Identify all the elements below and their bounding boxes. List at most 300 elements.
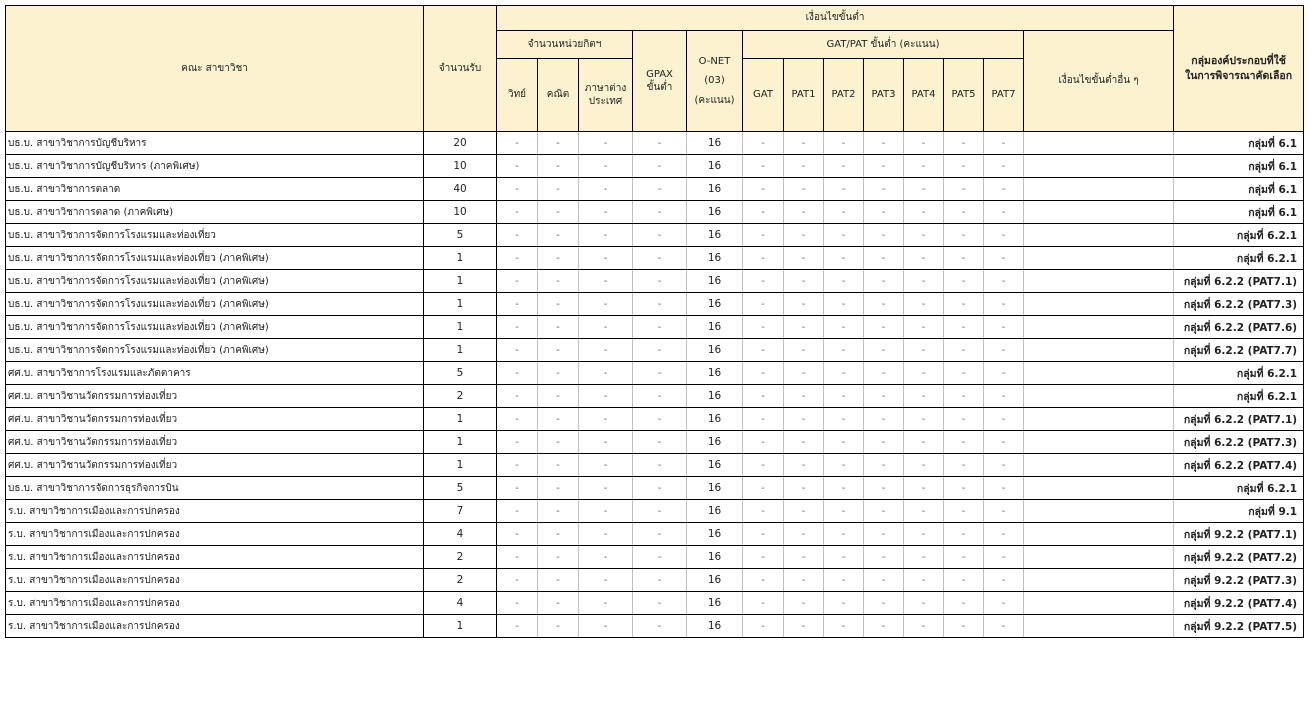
pat2-cell: - — [824, 431, 864, 454]
other-conditions-cell — [1024, 362, 1174, 385]
table-row — [6, 178, 1304, 201]
table-row — [6, 362, 1304, 385]
pat3-cell: - — [864, 408, 904, 431]
pat5-cell: - — [944, 592, 984, 615]
table-row — [6, 523, 1304, 546]
onet-cell: 16 — [687, 592, 743, 615]
gat-cell: - — [743, 224, 784, 247]
pat1-cell: - — [784, 178, 824, 201]
foreign-language-cell: - — [579, 155, 633, 178]
pat2-cell: - — [824, 592, 864, 615]
quota-cell: 10 — [424, 201, 497, 224]
pat1-cell: - — [784, 477, 824, 500]
science-cell: - — [497, 500, 538, 523]
foreign-language-cell: - — [579, 132, 633, 155]
header-pat1: PAT1 — [784, 59, 824, 132]
pat1-cell: - — [784, 408, 824, 431]
gpax-cell: - — [633, 247, 687, 270]
quota-cell: 2 — [424, 385, 497, 408]
header-onet-line1: O-NET — [698, 55, 731, 67]
science-cell: - — [497, 247, 538, 270]
header-pat7: PAT7 — [984, 59, 1024, 132]
pat4-cell: - — [904, 316, 944, 339]
pat5-cell: - — [944, 247, 984, 270]
table-row — [6, 270, 1304, 293]
pat4-cell: - — [904, 362, 944, 385]
table-row — [6, 155, 1304, 178]
onet-cell: 16 — [687, 201, 743, 224]
foreign-language-cell: - — [579, 270, 633, 293]
pat3-cell: - — [864, 132, 904, 155]
onet-cell: 16 — [687, 132, 743, 155]
pat5-cell: - — [944, 155, 984, 178]
table-body — [6, 132, 1304, 638]
header-pat4: PAT4 — [904, 59, 944, 132]
table-row — [6, 592, 1304, 615]
other-conditions-cell — [1024, 270, 1174, 293]
quota-cell: 1 — [424, 615, 497, 638]
foreign-language-cell: - — [579, 362, 633, 385]
pat1-cell: - — [784, 247, 824, 270]
pat7-cell: - — [984, 247, 1024, 270]
math-cell: - — [538, 224, 579, 247]
pat4-cell: - — [904, 408, 944, 431]
pat4-cell: - — [904, 454, 944, 477]
other-conditions-cell — [1024, 385, 1174, 408]
quota-cell: 4 — [424, 592, 497, 615]
pat7-cell: - — [984, 224, 1024, 247]
gat-cell: - — [743, 270, 784, 293]
gpax-cell: - — [633, 293, 687, 316]
pat2-cell: - — [824, 339, 864, 362]
pat1-cell: - — [784, 546, 824, 569]
gat-cell: - — [743, 431, 784, 454]
pat3-cell: - — [864, 155, 904, 178]
table-row — [6, 293, 1304, 316]
pat5-cell: - — [944, 178, 984, 201]
onet-cell: 16 — [687, 615, 743, 638]
onet-cell: 16 — [687, 178, 743, 201]
header-science: วิทย์ — [497, 59, 538, 132]
foreign-language-cell: - — [579, 500, 633, 523]
pat4-cell: - — [904, 293, 944, 316]
pat4-cell: - — [904, 155, 944, 178]
pat4-cell: - — [904, 270, 944, 293]
science-cell: - — [497, 408, 538, 431]
pat7-cell: - — [984, 546, 1024, 569]
program-cell: ร.บ. สาขาวิชาการเมืองและการปกครอง — [6, 569, 424, 592]
pat7-cell: - — [984, 615, 1024, 638]
program-cell: บธ.บ. สาขาวิชาการจัดการโรงแรมและท่องเที่ยว — [6, 224, 424, 247]
math-cell: - — [538, 247, 579, 270]
science-cell: - — [497, 477, 538, 500]
other-conditions-cell — [1024, 155, 1174, 178]
gat-cell: - — [743, 293, 784, 316]
math-cell: - — [538, 569, 579, 592]
pat3-cell: - — [864, 592, 904, 615]
pat1-cell: - — [784, 592, 824, 615]
pat3-cell: - — [864, 454, 904, 477]
header-math: คณิต — [538, 59, 579, 132]
quota-cell: 7 — [424, 500, 497, 523]
program-cell: บธ.บ. สาขาวิชาการตลาด (ภาคพิเศษ) — [6, 201, 424, 224]
pat7-cell: - — [984, 178, 1024, 201]
gat-cell: - — [743, 362, 784, 385]
pat2-cell: - — [824, 500, 864, 523]
pat4-cell: - — [904, 224, 944, 247]
science-cell: - — [497, 132, 538, 155]
gpax-cell: - — [633, 408, 687, 431]
pat5-cell: - — [944, 293, 984, 316]
pat1-cell: - — [784, 615, 824, 638]
pat1-cell: - — [784, 201, 824, 224]
math-cell: - — [538, 132, 579, 155]
pat3-cell: - — [864, 523, 904, 546]
pat2-cell: - — [824, 454, 864, 477]
gpax-cell: - — [633, 339, 687, 362]
pat5-cell: - — [944, 224, 984, 247]
science-cell: - — [497, 454, 538, 477]
science-cell: - — [497, 362, 538, 385]
science-cell: - — [497, 546, 538, 569]
pat4-cell: - — [904, 592, 944, 615]
selection-group-cell: กลุ่มที่ 6.2.2 (PAT7.7) — [1174, 339, 1304, 362]
quota-cell: 1 — [424, 270, 497, 293]
pat5-cell: - — [944, 339, 984, 362]
header-selection-group-line2: ในการพิจารณาคัดเลือก — [1185, 69, 1293, 82]
science-cell: - — [497, 224, 538, 247]
pat1-cell: - — [784, 339, 824, 362]
header-gpax-line1: GPAX — [646, 68, 673, 80]
foreign-language-cell: - — [579, 592, 633, 615]
math-cell: - — [538, 500, 579, 523]
onet-cell: 16 — [687, 408, 743, 431]
pat3-cell: - — [864, 385, 904, 408]
selection-group-cell: กลุ่มที่ 9.1 — [1174, 500, 1304, 523]
program-cell: ศศ.บ. สาขาวิชานวัตกรรมการท่องเที่ยว — [6, 454, 424, 477]
gat-cell: - — [743, 385, 784, 408]
other-conditions-cell — [1024, 615, 1174, 638]
selection-group-cell: กลุ่มที่ 6.2.1 — [1174, 247, 1304, 270]
science-cell: - — [497, 615, 538, 638]
table-row — [6, 201, 1304, 224]
header-program: คณะ สาขาวิชา — [6, 6, 424, 132]
pat1-cell: - — [784, 316, 824, 339]
math-cell: - — [538, 293, 579, 316]
pat3-cell: - — [864, 224, 904, 247]
pat2-cell: - — [824, 178, 864, 201]
other-conditions-cell — [1024, 224, 1174, 247]
quota-cell: 1 — [424, 431, 497, 454]
pat4-cell: - — [904, 339, 944, 362]
program-cell: ศศ.บ. สาขาวิชานวัตกรรมการท่องเที่ยว — [6, 431, 424, 454]
other-conditions-cell — [1024, 546, 1174, 569]
math-cell: - — [538, 316, 579, 339]
header-pat5: PAT5 — [944, 59, 984, 132]
table-row — [6, 316, 1304, 339]
gat-cell: - — [743, 408, 784, 431]
gat-cell: - — [743, 201, 784, 224]
gat-cell: - — [743, 592, 784, 615]
header-gpax-line2: ขั้นต่ำ — [646, 82, 673, 93]
gat-cell: - — [743, 615, 784, 638]
quota-cell: 5 — [424, 477, 497, 500]
selection-group-cell: กลุ่มที่ 6.1 — [1174, 178, 1304, 201]
pat4-cell: - — [904, 523, 944, 546]
quota-cell: 2 — [424, 546, 497, 569]
science-cell: - — [497, 385, 538, 408]
pat1-cell: - — [784, 132, 824, 155]
header-onet — [687, 31, 743, 132]
gpax-cell: - — [633, 385, 687, 408]
pat1-cell: - — [784, 362, 824, 385]
program-cell: ศศ.บ. สาขาวิชานวัตกรรมการท่องเที่ยว — [6, 385, 424, 408]
program-cell: บธ.บ. สาขาวิชาการจัดการโรงแรมและท่องเที่ยว (ภาคพิเศษ) — [6, 339, 424, 362]
other-conditions-cell — [1024, 431, 1174, 454]
pat1-cell: - — [784, 454, 824, 477]
gat-cell: - — [743, 247, 784, 270]
gpax-cell: - — [633, 132, 687, 155]
pat2-cell: - — [824, 316, 864, 339]
program-cell: ศศ.บ. สาขาวิชานวัตกรรมการท่องเที่ยว — [6, 408, 424, 431]
table-row — [6, 569, 1304, 592]
program-cell: ร.บ. สาขาวิชาการเมืองและการปกครอง — [6, 615, 424, 638]
program-cell: บธ.บ. สาขาวิชาการบัญชีบริหาร — [6, 132, 424, 155]
other-conditions-cell — [1024, 132, 1174, 155]
program-cell: บธ.บ. สาขาวิชาการจัดการธุรกิจการบิน — [6, 477, 424, 500]
other-conditions-cell — [1024, 500, 1174, 523]
onet-cell: 16 — [687, 546, 743, 569]
onet-cell: 16 — [687, 293, 743, 316]
math-cell: - — [538, 270, 579, 293]
pat5-cell: - — [944, 523, 984, 546]
table-row — [6, 339, 1304, 362]
onet-cell: 16 — [687, 155, 743, 178]
math-cell: - — [538, 155, 579, 178]
science-cell: - — [497, 316, 538, 339]
selection-group-cell: กลุ่มที่ 6.2.1 — [1174, 362, 1304, 385]
quota-cell: 4 — [424, 523, 497, 546]
selection-group-cell: กลุ่มที่ 6.2.2 (PAT7.6) — [1174, 316, 1304, 339]
header-selection-group — [1174, 6, 1304, 132]
selection-group-cell: กลุ่มที่ 6.2.1 — [1174, 224, 1304, 247]
pat7-cell: - — [984, 270, 1024, 293]
pat7-cell: - — [984, 592, 1024, 615]
header-onet-line3: (คะแนน) — [694, 94, 735, 106]
other-conditions-cell — [1024, 592, 1174, 615]
program-cell: บธ.บ. สาขาวิชาการบัญชีบริหาร (ภาคพิเศษ) — [6, 155, 424, 178]
gpax-cell: - — [633, 270, 687, 293]
pat5-cell: - — [944, 477, 984, 500]
onet-cell: 16 — [687, 224, 743, 247]
program-cell: ร.บ. สาขาวิชาการเมืองและการปกครอง — [6, 546, 424, 569]
foreign-language-cell: - — [579, 569, 633, 592]
science-cell: - — [497, 339, 538, 362]
foreign-language-cell: - — [579, 477, 633, 500]
program-cell: ศศ.บ. สาขาวิชาการโรงแรมและภัตตาคาร — [6, 362, 424, 385]
pat3-cell: - — [864, 500, 904, 523]
pat1-cell: - — [784, 500, 824, 523]
program-cell: บธ.บ. สาขาวิชาการจัดการโรงแรมและท่องเที่ยว (ภาคพิเศษ) — [6, 247, 424, 270]
pat2-cell: - — [824, 477, 864, 500]
pat5-cell: - — [944, 500, 984, 523]
gat-cell: - — [743, 500, 784, 523]
foreign-language-cell: - — [579, 293, 633, 316]
pat7-cell: - — [984, 362, 1024, 385]
pat7-cell: - — [984, 477, 1024, 500]
table-header — [6, 6, 1304, 132]
pat1-cell: - — [784, 431, 824, 454]
pat3-cell: - — [864, 615, 904, 638]
program-cell: บธ.บ. สาขาวิชาการตลาด — [6, 178, 424, 201]
pat4-cell: - — [904, 201, 944, 224]
pat7-cell: - — [984, 454, 1024, 477]
pat7-cell: - — [984, 408, 1024, 431]
pat5-cell: - — [944, 546, 984, 569]
gpax-cell: - — [633, 155, 687, 178]
pat3-cell: - — [864, 431, 904, 454]
onet-cell: 16 — [687, 523, 743, 546]
program-cell: ร.บ. สาขาวิชาการเมืองและการปกครอง — [6, 500, 424, 523]
other-conditions-cell — [1024, 454, 1174, 477]
pat2-cell: - — [824, 293, 864, 316]
gpax-cell: - — [633, 362, 687, 385]
selection-group-cell: กลุ่มที่ 6.2.1 — [1174, 385, 1304, 408]
pat2-cell: - — [824, 247, 864, 270]
program-cell: ร.บ. สาขาวิชาการเมืองและการปกครอง — [6, 592, 424, 615]
foreign-language-cell: - — [579, 523, 633, 546]
math-cell: - — [538, 523, 579, 546]
foreign-language-cell: - — [579, 316, 633, 339]
foreign-language-cell: - — [579, 224, 633, 247]
gpax-cell: - — [633, 569, 687, 592]
gat-cell: - — [743, 569, 784, 592]
pat7-cell: - — [984, 316, 1024, 339]
pat5-cell: - — [944, 270, 984, 293]
quota-cell: 1 — [424, 454, 497, 477]
gpax-cell: - — [633, 592, 687, 615]
header-other-conditions: เงื่อนไขขั้นต่ำอื่น ๆ — [1024, 31, 1174, 132]
onet-cell: 16 — [687, 247, 743, 270]
other-conditions-cell — [1024, 408, 1174, 431]
other-conditions-cell — [1024, 201, 1174, 224]
science-cell: - — [497, 592, 538, 615]
other-conditions-cell — [1024, 293, 1174, 316]
selection-group-cell: กลุ่มที่ 9.2.2 (PAT7.3) — [1174, 569, 1304, 592]
quota-cell: 10 — [424, 155, 497, 178]
table-row — [6, 132, 1304, 155]
pat1-cell: - — [784, 569, 824, 592]
table-row — [6, 477, 1304, 500]
quota-cell: 1 — [424, 293, 497, 316]
program-cell: บธ.บ. สาขาวิชาการจัดการโรงแรมและท่องเที่ยว (ภาคพิเศษ) — [6, 270, 424, 293]
gpax-cell: - — [633, 431, 687, 454]
pat1-cell: - — [784, 270, 824, 293]
foreign-language-cell: - — [579, 615, 633, 638]
pat7-cell: - — [984, 339, 1024, 362]
pat4-cell: - — [904, 546, 944, 569]
gpax-cell: - — [633, 477, 687, 500]
math-cell: - — [538, 178, 579, 201]
selection-group-cell: กลุ่มที่ 6.2.2 (PAT7.1) — [1174, 270, 1304, 293]
header-foreign-language: ภาษาต่างประเทศ — [579, 59, 633, 132]
pat7-cell: - — [984, 385, 1024, 408]
pat5-cell: - — [944, 454, 984, 477]
math-cell: - — [538, 408, 579, 431]
pat5-cell: - — [944, 201, 984, 224]
table-row — [6, 431, 1304, 454]
math-cell: - — [538, 362, 579, 385]
table-row — [6, 408, 1304, 431]
header-quota: จำนวนรับ — [424, 6, 497, 132]
pat2-cell: - — [824, 569, 864, 592]
pat7-cell: - — [984, 201, 1024, 224]
other-conditions-cell — [1024, 178, 1174, 201]
pat2-cell: - — [824, 615, 864, 638]
selection-group-cell: กลุ่มที่ 9.2.2 (PAT7.2) — [1174, 546, 1304, 569]
science-cell: - — [497, 569, 538, 592]
pat4-cell: - — [904, 431, 944, 454]
header-onet-line2: (03) — [704, 75, 725, 87]
quota-cell: 20 — [424, 132, 497, 155]
quota-cell: 2 — [424, 569, 497, 592]
table-row — [6, 546, 1304, 569]
quota-cell: 1 — [424, 316, 497, 339]
pat3-cell: - — [864, 293, 904, 316]
gat-cell: - — [743, 523, 784, 546]
pat2-cell: - — [824, 362, 864, 385]
program-cell: บธ.บ. สาขาวิชาการจัดการโรงแรมและท่องเที่ยว (ภาคพิเศษ) — [6, 316, 424, 339]
quota-cell: 5 — [424, 362, 497, 385]
onet-cell: 16 — [687, 500, 743, 523]
selection-group-cell: กลุ่มที่ 6.2.2 (PAT7.3) — [1174, 431, 1304, 454]
math-cell: - — [538, 385, 579, 408]
foreign-language-cell: - — [579, 385, 633, 408]
onet-cell: 16 — [687, 454, 743, 477]
gpax-cell: - — [633, 523, 687, 546]
selection-group-cell: กลุ่มที่ 9.2.2 (PAT7.4) — [1174, 592, 1304, 615]
gat-cell: - — [743, 178, 784, 201]
pat4-cell: - — [904, 385, 944, 408]
pat1-cell: - — [784, 523, 824, 546]
pat5-cell: - — [944, 431, 984, 454]
selection-group-cell: กลุ่มที่ 6.2.2 (PAT7.4) — [1174, 454, 1304, 477]
science-cell: - — [497, 431, 538, 454]
pat2-cell: - — [824, 546, 864, 569]
pat4-cell: - — [904, 132, 944, 155]
foreign-language-cell: - — [579, 339, 633, 362]
program-cell: บธ.บ. สาขาวิชาการจัดการโรงแรมและท่องเที่ยว (ภาคพิเศษ) — [6, 293, 424, 316]
header-selection-group-line1: กลุ่มองค์ประกอบที่ใช้ — [1191, 55, 1286, 68]
selection-group-cell: กลุ่มที่ 9.2.2 (PAT7.5) — [1174, 615, 1304, 638]
table-row — [6, 500, 1304, 523]
foreign-language-cell: - — [579, 201, 633, 224]
pat7-cell: - — [984, 293, 1024, 316]
gpax-cell: - — [633, 500, 687, 523]
gpax-cell: - — [633, 178, 687, 201]
pat7-cell: - — [984, 132, 1024, 155]
onet-cell: 16 — [687, 316, 743, 339]
gpax-cell: - — [633, 224, 687, 247]
admission-table-container — [5, 5, 1303, 638]
other-conditions-cell — [1024, 569, 1174, 592]
gat-cell: - — [743, 454, 784, 477]
table-row — [6, 224, 1304, 247]
quota-cell: 1 — [424, 247, 497, 270]
pat1-cell: - — [784, 385, 824, 408]
science-cell: - — [497, 293, 538, 316]
science-cell: - — [497, 523, 538, 546]
